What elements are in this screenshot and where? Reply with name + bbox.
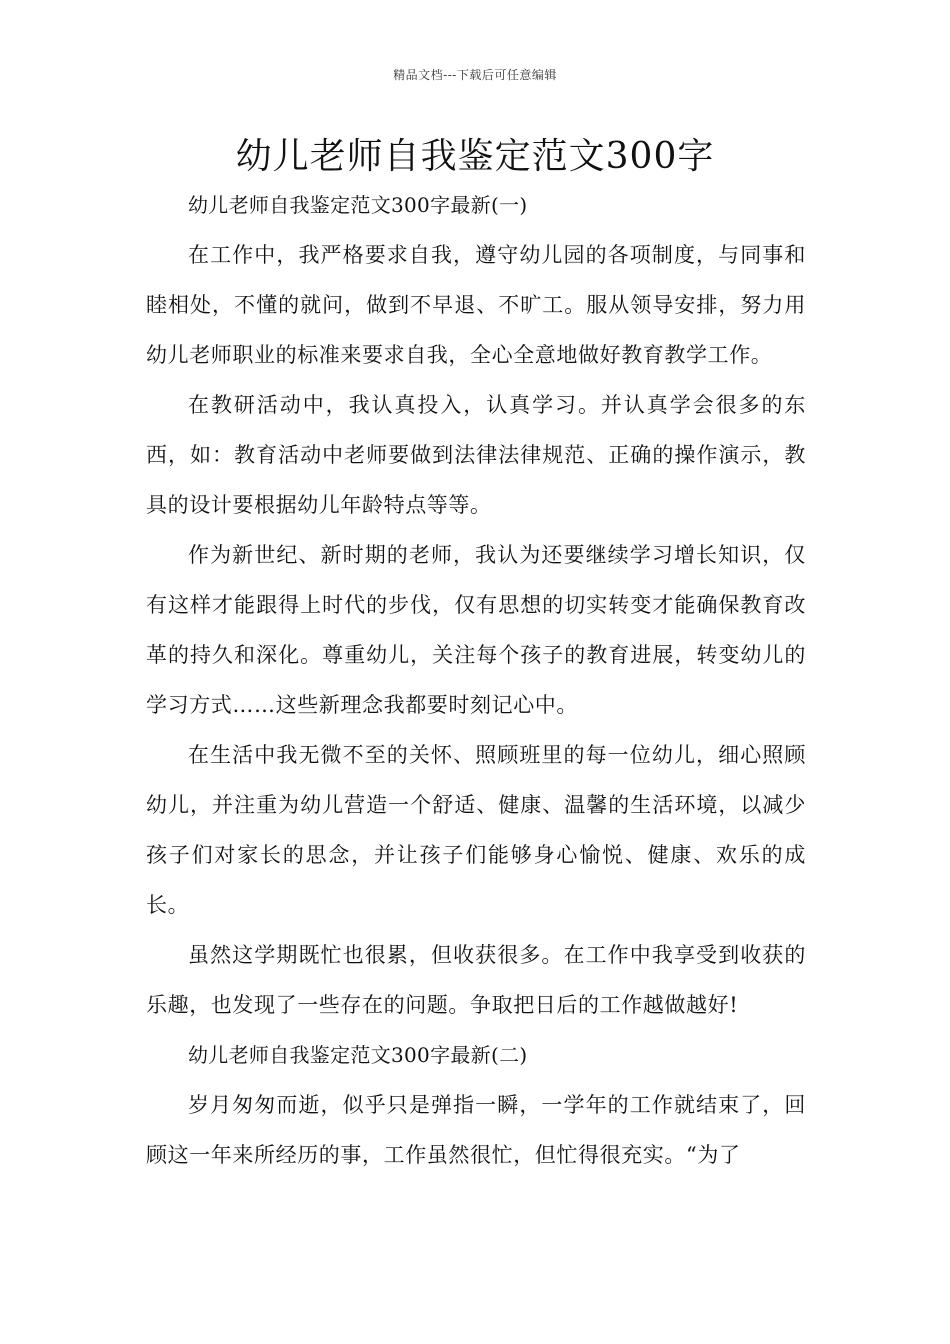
section-heading: 幼儿老师自我鉴定范文300字最新(二) xyxy=(188,1043,528,1067)
paragraph: 在工作中，我严格要求自我，遵守幼儿园的各项制度，与同事和睦相处，不懂的就问，做到不早退、不旷工。服从领导安排，努力用幼儿老师职业的标准来要求自我，全心全意地做好教育教学工作。 xyxy=(146,243,806,367)
document-body xyxy=(146,180,806,1180)
paragraph: 在生活中我无微不至的关怀、照顾班里的每一位幼儿，细心照顾幼儿，并注重为幼儿营造一个舒适、健康、温馨的生活环境，以减少孩子们对家长的思念，并让孩子们能够身心愉悦、健康、欢乐的成长。 xyxy=(146,743,806,917)
document-title: 幼儿老师自我鉴定范文300字 xyxy=(235,136,715,177)
section-heading: 幼儿老师自我鉴定范文300字最新(一) xyxy=(188,193,528,217)
header-note: 精品文档---下载后可任意编辑 xyxy=(393,68,557,82)
paragraph: 作为新世纪、新时期的老师，我认为还要继续学习增长知识，仅有这样才能跟得上时代的步伐，仅有思想的切实转变才能确保教育改革的持久和深化。尊重幼儿，关注每个孩子的教育进展，转变幼儿的学习方式……这些新理念我都要时刻记心中。 xyxy=(146,543,806,717)
paragraph: 岁月匆匆而逝，似乎只是弹指一瞬，一学年的工作就结束了，回顾这一年来所经历的事，工作虽然很忙，但忙得很充实。“为了 xyxy=(146,1093,806,1167)
paragraph: 在教研活动中，我认真投入，认真学习。并认真学会很多的东西，如：教育活动中老师要做到法律法律规范、正确的操作演示，教具的设计要根据幼儿年龄特点等等。 xyxy=(146,393,806,517)
paragraph: 虽然这学期既忙也很累，但收获很多。在工作中我享受到收获的乐趣，也发现了一些存在的问题。争取把日后的工作越做越好! xyxy=(146,943,806,1017)
